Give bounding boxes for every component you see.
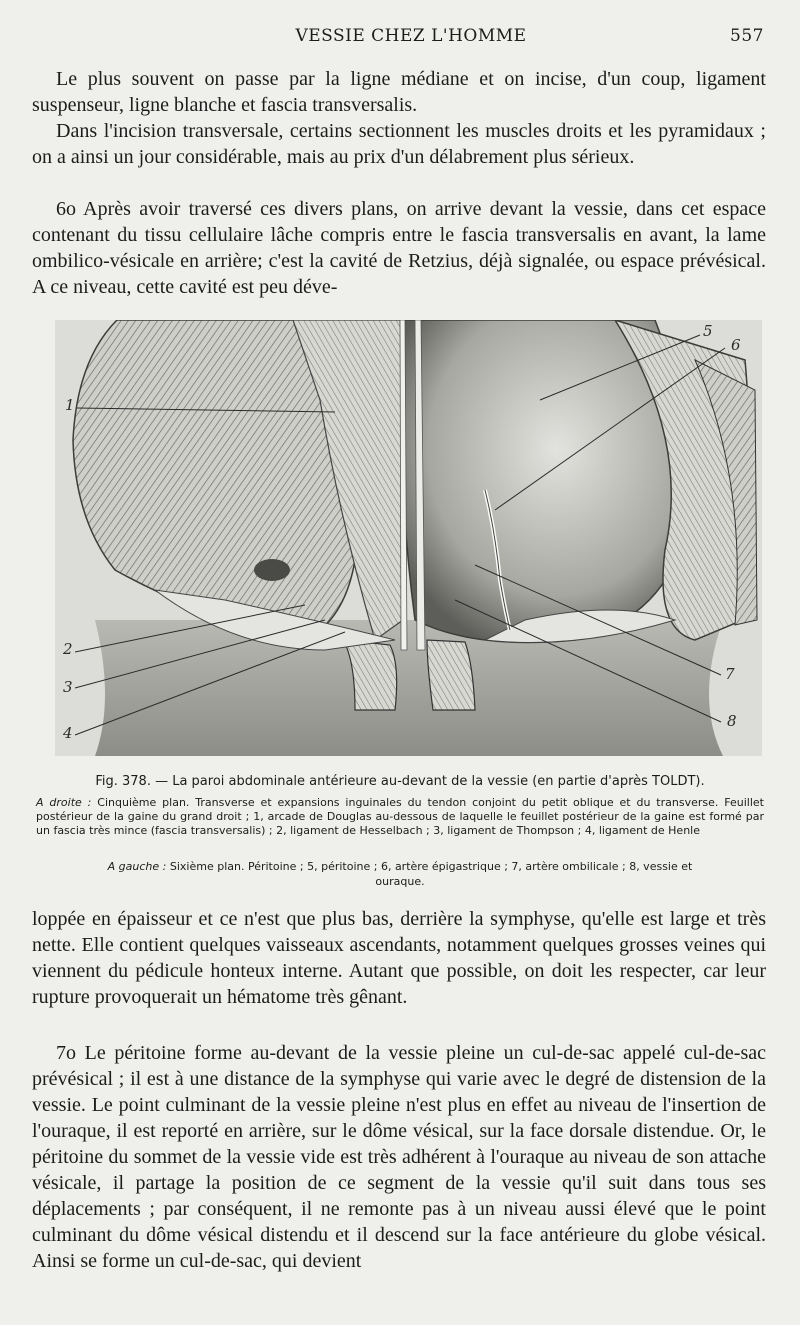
- page-number: 557: [730, 26, 764, 46]
- caption-left-label: A gauche :: [107, 860, 167, 873]
- figure-caption-left: [36, 859, 764, 889]
- figure-illustration: [55, 320, 762, 756]
- callout-2: 2: [63, 640, 73, 658]
- callout-1: 1: [65, 396, 75, 414]
- figure-caption-right: [36, 796, 764, 838]
- callout-4: 4: [63, 724, 73, 742]
- anatomical-figure: [55, 320, 762, 756]
- paragraph-transverse-incision: Dans l'incision transversale, certains sectionnent les muscles droits et les pyramidaux ; on a ainsi un jour considérable, mais au prix d'un délabrement plus sérieux.: [32, 120, 766, 168]
- caption-right-text: Cinquième plan. Transverse et expansions inguinales du tendon conjoint du petit oblique et du transverse. Feuillet postérieur de la gaine du grand droit ; 1, arcade de Douglas au-dessous de laquelle le feuillet postérieur de la gaine est formé par un fascia très mince (fascia transversalis) ; 2, ligament de Hesselbach ; 3, ligament de Thompson ; 4, ligament de Henle: [36, 796, 764, 837]
- callout-7: 7: [725, 665, 735, 683]
- paragraph-peritoneum: 7o Le péritoine forme au-devant de la vessie pleine un cul-de-sac appelé cul-de-sac prévésical ; il est à une distance de la symphyse qui varie avec le degré de distension de la vessie. Le point culminant de la vessie pleine n'est plus en effet au niveau de l'insertion de l'ouraque, il est reporté en arrière, sur le dôme vésical, sur la face dorsale distendue. Or, le péritoine du sommet de la vessie vide est très adhérent à l'ouraque au niveau de son attache vésicale, il partage la position de ce segment de la vessie qu'il suit dans tous ses déplacements ; par conséquent, il ne remonte pas à un niveau aussi élevé que le point culminant du dôme vésical distendu et il descend sur la face antérieure du globe vésical. Ainsi se forme un cul-de-sac, qui devient: [32, 1042, 766, 1272]
- callout-5: 5: [703, 322, 713, 340]
- paragraph-cavity-retzius: 6o Après avoir traversé ces divers plans, on arrive devant la vessie, dans cet espace contenant du tissu cellulaire lâche compris entre le fascia transversalis en avant, la lame ombilico-vésicale en arrière; c'est la cavité de Retzius, déjà signalée, ou espace prévésical. A ce niveau, cette cavité est peu déve-: [32, 198, 766, 298]
- caption-left-text: Sixième plan. Péritoine ; 5, péritoine ; 6, artère épigastrique ; 7, artère ombilicale ; 8, vessie et ouraque.: [169, 860, 693, 888]
- callout-6: 6: [731, 336, 741, 354]
- caption-right-label: A droite :: [36, 796, 92, 809]
- figure-caption-title: Fig. 378. — La paroi abdominale antérieure au-devant de la vessie (en partie d'après TOLDT).: [95, 774, 705, 789]
- paragraph-midline-incision: Le plus souvent on passe par la ligne médiane et on incise, d'un coup, ligament suspenseur, ligne blanche et fascia transversalis.: [32, 68, 766, 116]
- callout-8: 8: [727, 712, 737, 730]
- running-title: VESSIE CHEZ L'HOMME: [295, 26, 527, 46]
- running-header: [58, 26, 764, 50]
- paragraph-cavity-continued: loppée en épaisseur et ce n'est que plus bas, derrière la symphyse, qu'elle est large et très nette. Elle contient quelques vaisseaux ascendants, notamment quelques grosses veines qui viennent du pédicule honteux interne. Autant que possible, on doit les respecter, car leur rupture provoquerait un hématome très gênant.: [32, 908, 766, 1008]
- callout-3: 3: [63, 678, 73, 696]
